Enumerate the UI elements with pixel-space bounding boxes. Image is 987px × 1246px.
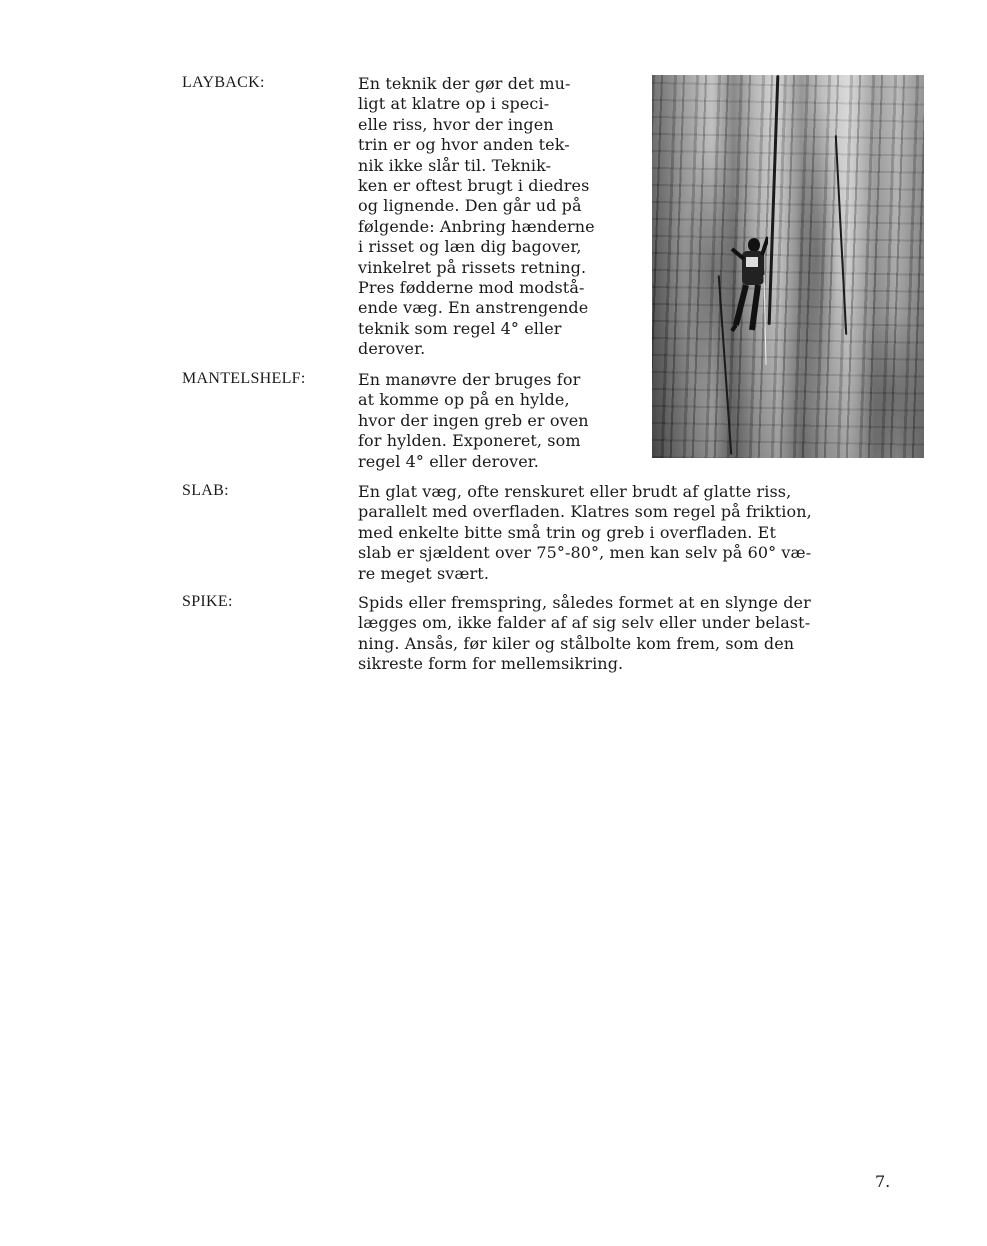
- definition-line: ende væg. En anstrengende: [358, 298, 589, 318]
- definition-line: Spids eller fremspring, således formet at en slynge der: [358, 593, 811, 612]
- definition-line: sikreste form for mellemsikring.: [358, 654, 624, 674]
- definition-line: at komme op på en hylde,: [358, 390, 570, 410]
- definition-line: vinkelret på rissets retning.: [358, 257, 587, 277]
- definition-line: hvor der ingen greb er oven: [358, 410, 589, 430]
- definition-line: Pres fødderne mod modstå-: [358, 278, 585, 298]
- definition-line: ligt at klatre op i speci-: [358, 94, 550, 114]
- definition-line: ning. Ansås, før kiler og stålbolte kom frem, som den: [358, 633, 795, 653]
- definition-line: teknik som regel 4° eller: [358, 318, 562, 338]
- definition-line: elle riss, hvor der ingen: [358, 114, 554, 134]
- definition-mantelshelf: [358, 370, 589, 472]
- term-layback: LAYBACK:: [182, 74, 265, 91]
- definition-line: parallelt med overfladen. Klatres som regel på friktion,: [358, 502, 812, 522]
- definition-layback: [358, 74, 595, 360]
- definition-line: for hylden. Exponeret, som: [358, 431, 581, 451]
- term-spike: SPIKE:: [182, 593, 233, 610]
- definition-line: følgende: Anbring hænderne: [358, 216, 595, 236]
- term-slab: SLAB:: [182, 482, 229, 499]
- definition-line: og lignende. Den går ud på: [358, 196, 582, 216]
- definition-line: En glat væg, ofte renskuret eller brudt af glatte riss,: [358, 482, 792, 501]
- definition-line: En teknik der gør det mu-: [358, 74, 571, 93]
- definition-line: En manøvre der bruges for: [358, 370, 581, 389]
- definition-line: slab er sjældent over 75°-80°, men kan selv på 60° væ-: [358, 543, 812, 563]
- definition-line: i risset og læn dig bagover,: [358, 237, 582, 257]
- definition-line: lægges om, ikke falder af af sig selv eller under belast-: [358, 613, 811, 633]
- definition-line: regel 4° eller derover.: [358, 451, 539, 471]
- page-number: 7.: [875, 1172, 891, 1191]
- climbing-photo: [652, 75, 924, 458]
- definition-spike: [358, 593, 811, 675]
- definition-line: ken er oftest brugt i diedres: [358, 176, 590, 196]
- definition-slab: [358, 482, 812, 584]
- photo-shading: [652, 75, 924, 458]
- term-mantelshelf: MANTELSHELF:: [182, 370, 306, 387]
- definition-line: nik ikke slår til. Teknik-: [358, 155, 552, 175]
- climber-figure: [728, 235, 768, 365]
- definition-line: derover.: [358, 339, 426, 359]
- definition-line: re meget svært.: [358, 563, 490, 583]
- definition-line: trin er og hvor anden tek-: [358, 135, 570, 155]
- definition-line: med enkelte bitte små trin og greb i overfladen. Et: [358, 522, 776, 542]
